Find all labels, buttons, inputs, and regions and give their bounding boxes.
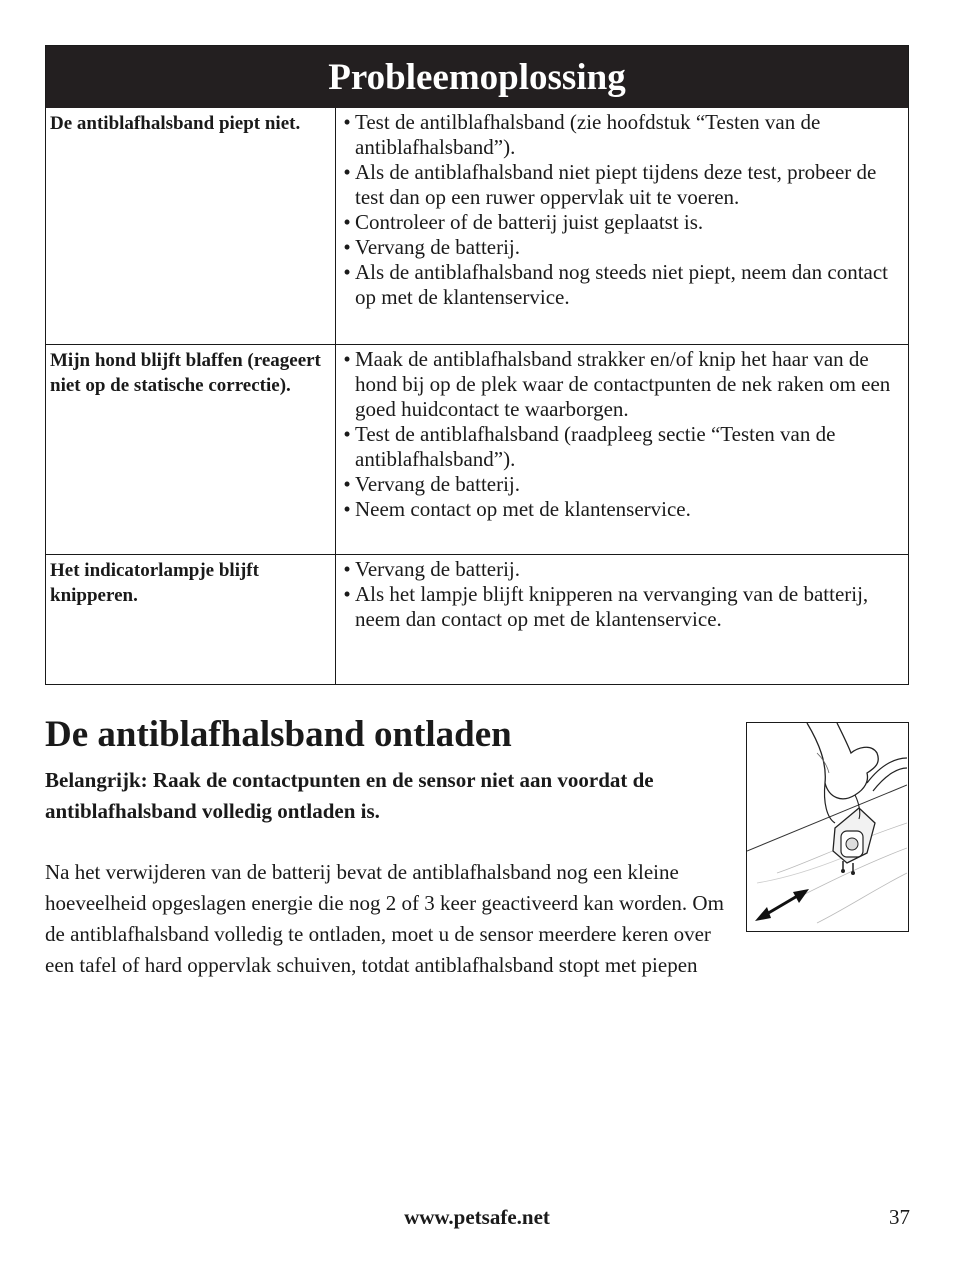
table-row	[46, 344, 908, 554]
solution-item: • Test de antilblafhalsband (zie hoofdstuk “Testen van de antiblafhalsband”).	[343, 110, 821, 159]
solution-item: • Maak de antiblafhalsband strakker en/of knip het haar van de hond bij op de plek waar de contactpunten de nek raken om een goed huidcontact te waarborgen.	[343, 347, 891, 421]
solution-cell	[336, 555, 908, 684]
body-text: Na het verwijderen van de batterij bevat de antiblafhalsband nog een kleine hoeveelheid opgeslagen energie die nog 2 of 3 keer geactiveerd kan worden. Om de antiblafhalsband volledig te ontladen, moet u de sensor meerdere keren over een tafel of hard oppervlak schuiven, totdat antiblafhalsband stopt met piepen	[45, 860, 724, 977]
page-number: 37	[889, 1205, 910, 1229]
problem-cell: De antiblafhalsband piept niet.	[46, 108, 336, 344]
table-row	[46, 108, 908, 344]
solution-item: • Als de antiblafhalsband niet piept tijdens deze test, probeer de test dan op een ruwer oppervlak uit te voeren.	[343, 160, 877, 209]
important-note: Belangrijk: Raak de contactpunten en de sensor niet aan voordat de antiblafhalsband volledig ontladen is.	[45, 768, 654, 823]
solution-item: • Vervang de batterij.	[343, 235, 521, 259]
solution-cell	[336, 345, 908, 554]
solution-item: • Als de antiblafhalsband nog steeds niet piept, neem dan contact op met de klantenservice.	[343, 260, 889, 309]
problem-cell: Het indicatorlampje blijft knipperen.	[46, 555, 336, 684]
troubleshooting-title: Probleemoplossing	[46, 46, 908, 108]
solution-item: • Vervang de batterij.	[343, 557, 521, 581]
problem-cell: Mijn hond blijft blaffen (reageert niet op de statische correctie).	[46, 345, 336, 554]
solution-item: • Als het lampje blijft knipperen na vervanging van de batterij, neem dan contact op met de klantenservice.	[343, 582, 869, 631]
hand-rubbing-collar-illustration	[746, 722, 909, 932]
solution-item: • Controleer of de batterij juist geplaatst is.	[343, 210, 704, 234]
solution-item: • Neem contact op met de klantenservice.	[343, 497, 691, 521]
solution-item: • Vervang de batterij.	[343, 472, 521, 496]
table-row	[46, 554, 908, 684]
illustration-drawing	[747, 723, 907, 930]
solution-item: • Test de antiblafhalsband (raadpleeg sectie “Testen van de antiblafhalsband”).	[343, 422, 836, 471]
footer-url: www.petsafe.net	[404, 1205, 550, 1229]
section-title: De antiblafhalsband ontladen	[45, 714, 512, 755]
solution-cell	[336, 108, 908, 344]
troubleshooting-table	[45, 45, 909, 685]
